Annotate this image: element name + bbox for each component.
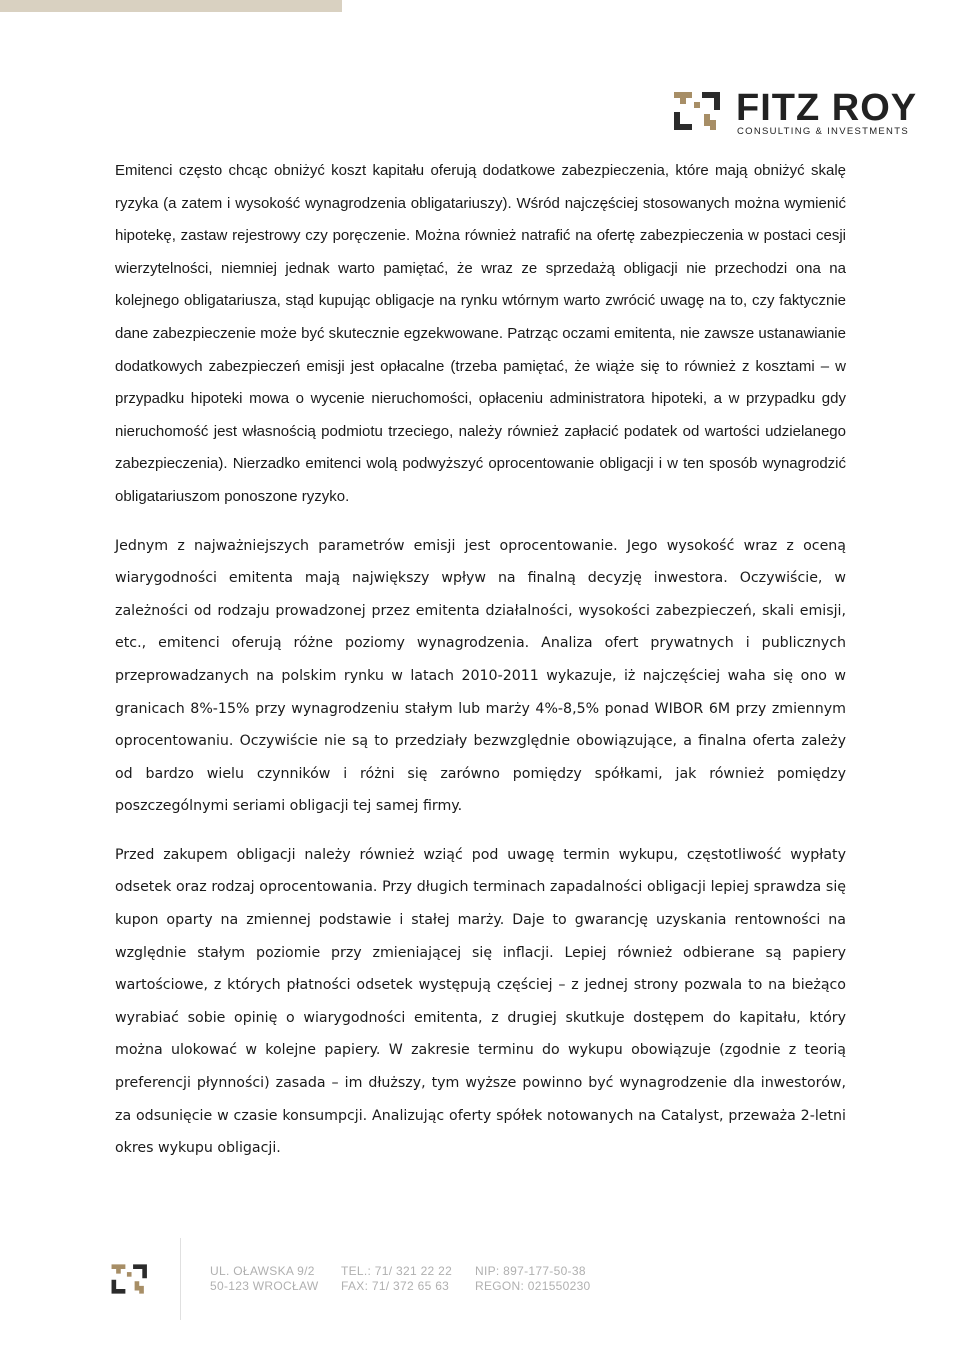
document-body <box>115 155 846 1165</box>
footer-divider <box>180 1238 181 1320</box>
top-accent-bar <box>0 0 342 12</box>
footer-address <box>210 1264 318 1294</box>
footer-nip: NIP: 897-177-50-38 <box>475 1264 586 1278</box>
fitz-roy-logo <box>672 87 918 140</box>
logo-title: FITZ ROY <box>736 87 918 129</box>
footer-registry <box>475 1264 591 1294</box>
footer-logo-mark-icon <box>110 1260 150 1298</box>
paragraph-maturity: Przed zakupem obligacji należy również wziąć pod uwagę termin wykupu, częstotliwość wypłaty odsetek oraz rodzaj oprocentowania. Przy długich terminach zapadalności obligacji lepiej sprawdza się kupon oparty na zmiennej podstawie i stałej marży. Daje to gwarancję uzyskania rentowności na względnie stałym poziomie przy zmieniającej się inflacji. Lepiej również odbierane są papiery wartościowe, z których płatności odsetek występują częściej – z jednej strony pozwala to na bieżąco wyrabiać sobie opinię o wiarygodności emitenta, z drugiej skutkuje dostępem do kapitału, który można ulokować w kolejne papiery. W zakresie terminu do wykupu obowiązuje (zgodnie z teorią preferencji płynności) zasada – im dłuższy, tym wyższe powinno być wynagrodzenie dla inwestorów, za odsunięcie w czasie konsumpcji. Analizując oferty spółek notowanych na Catalyst, przeważa 2-letni okres wykupu obligacji. <box>115 846 846 1157</box>
footer-address-street: UL. OŁAWSKA 9/2 <box>210 1264 315 1278</box>
logo-mark-icon <box>672 88 724 134</box>
page-footer <box>0 1230 960 1320</box>
footer-contact <box>341 1264 452 1294</box>
logo-subtitle: CONSULTING & INVESTMENTS <box>737 126 909 137</box>
footer-regon: REGON: 021550230 <box>475 1279 591 1293</box>
paragraph-collateral: Emitenci często chcąc obniżyć koszt kapitału oferują dodatkowe zabezpieczenia, które mają obniżyć skalę ryzyka (a zatem i wysokość wynagrodzenia obligatariuszy). Wśród najczęściej stosowanych można wymienić hipotekę, zastaw rejestrowy czy poręczenie. Można również natrafić na ofertę zabezpieczenia w postaci cesji wierzytelności, niemniej jednak warto pamiętać, że wraz ze sprzedażą obligacji nie przechodzi ona na kolejnego obligatariusza, stąd kupując obligacje na rynku wtórnym warto zwrócić uwagę na to, czy faktycznie dane zabezpieczenie może być skutecznie egzekwowane. Patrząc oczami emitenta, nie zawsze ustanawianie dodatkowych zabezpieczeń emisji jest opłacalne (trzeba pamiętać, że wiąże się to również z kosztami – w przypadku hipoteki mowa o wycenie nieruchomości, opłaceniu administratora hipoteki, a w przypadku gdy nieruchomość jest własnością podmiotu trzeciego, należy również zapłacić podatek od wartości udzielanego zabezpieczenia). Nierzadko emitenci wolą podwyższyć oprocentowanie obligacji i w ten sposób wynagrodzić obligatariuszom ponoszone ryzyko. <box>115 162 846 505</box>
footer-address-city: 50-123 WROCŁAW <box>210 1279 319 1293</box>
paragraph-interest-rate: Jednym z najważniejszych parametrów emisji jest oprocentowanie. Jego wysokość wraz z oceną wiarygodności emitenta mają największy wpływ na finalną decyzję inwestora. Oczywiście, w zależności od rodzaju prowadzonej przez emitenta działalności, wysokości zabezpieczeń, skali emisji, etc., emitenci oferują różne poziomy wynagrodzenia. Analiza ofert prywatnych i publicznych przeprowadzanych na polskim rynku w latach 2010-2011 wykazuje, iż najczęściej waha się ono w granicach 8%-15% przy wynagrodzeniu stałym lub marży 4%-8,5% ponad WIBOR 6M przy zmiennym oprocentowaniu. Oczywiście nie są to przedziały bezwzględnie obowiązujące, a finalna oferta zależy od bardzo wielu czynników i różni się zarówno pomiędzy spółkami, jak również pomiędzy poszczególnymi seriami obligacji tej samej firmy. <box>115 537 846 815</box>
footer-phone: TEL.: 71/ 321 22 22 <box>341 1264 453 1278</box>
footer-fax: FAX: 71/ 372 65 63 <box>341 1279 450 1293</box>
